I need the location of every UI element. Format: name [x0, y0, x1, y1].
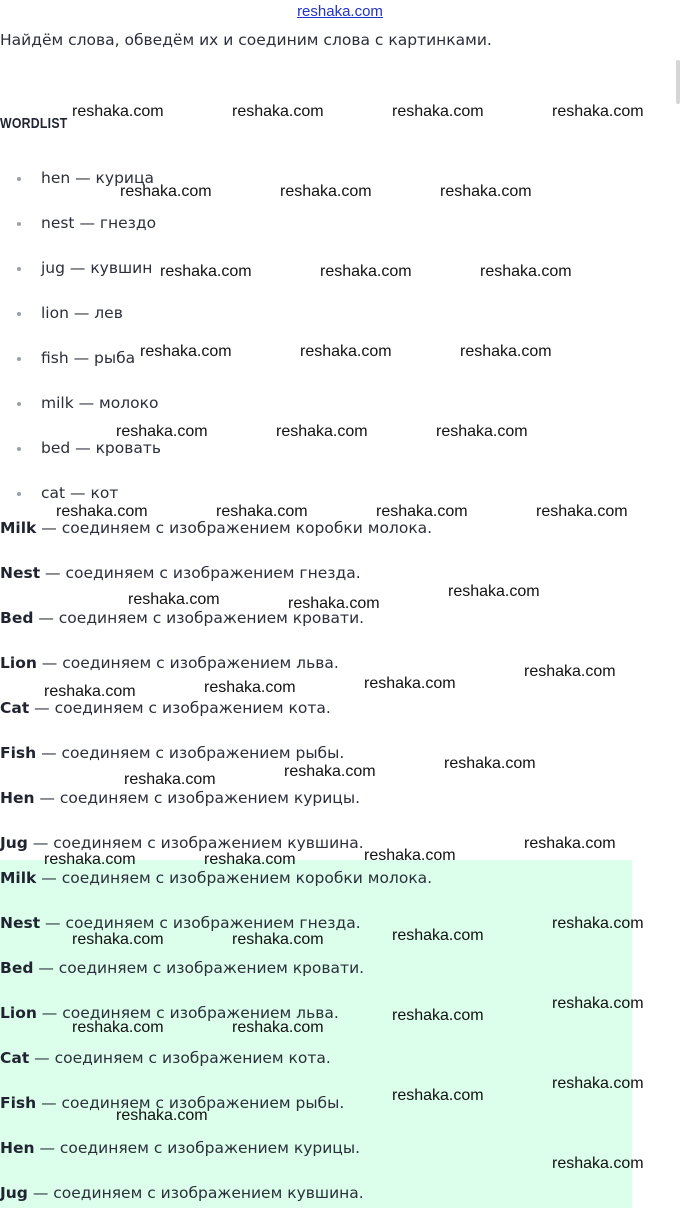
- watermark-text: reshaka.com: [216, 503, 308, 520]
- answer-text: — соединяем с изображением гнезда.: [40, 564, 361, 582]
- watermark-text: reshaka.com: [320, 263, 412, 280]
- wordlist-item: nest — гнездо: [0, 213, 161, 258]
- watermark-text: reshaka.com: [232, 1019, 324, 1036]
- answer-word: Milk: [0, 869, 37, 887]
- answer-text: — соединяем с изображением рыбы.: [36, 744, 345, 762]
- watermark-text: reshaka.com: [140, 343, 232, 360]
- answer-word: Fish: [0, 744, 37, 762]
- answer-row: [0, 743, 432, 788]
- answer-word: Lion: [0, 654, 37, 672]
- answer-row: [0, 518, 432, 563]
- watermark-text: reshaka.com: [300, 343, 392, 360]
- answer-text: — соединяем с изображением рыбы.: [36, 1094, 345, 1112]
- answer-text: — соединяем с изображением гнезда.: [40, 914, 361, 932]
- answer-row: [0, 1003, 432, 1048]
- wordlist-item: fish — рыба: [0, 348, 161, 393]
- watermark-text: reshaka.com: [552, 1075, 644, 1092]
- watermark-text: reshaka.com: [552, 103, 644, 120]
- answer-row: [0, 1048, 432, 1093]
- answer-text: — соединяем с изображением льва.: [36, 654, 339, 672]
- watermark-text: reshaka.com: [232, 103, 324, 120]
- answer-row: [0, 1138, 432, 1183]
- task-instruction: Найдём слова, обведём их и соединим слова с картинками.: [0, 31, 492, 49]
- answer-text: — соединяем с изображением кувшина.: [27, 834, 364, 852]
- watermark-text: reshaka.com: [232, 931, 324, 948]
- watermark-text: reshaka.com: [376, 503, 468, 520]
- wordlist-item: bed — кровать: [0, 438, 161, 483]
- wordlist-item: milk — молоко: [0, 393, 161, 438]
- site-link[interactable]: reshaka.com: [297, 3, 383, 20]
- watermark-text: reshaka.com: [72, 103, 164, 120]
- watermark-text: reshaka.com: [364, 847, 456, 864]
- watermark-text: reshaka.com: [524, 663, 616, 680]
- watermark-text: reshaka.com: [392, 103, 484, 120]
- answer-row: [0, 868, 432, 913]
- answer-text: — соединяем с изображением коробки молока.: [36, 869, 433, 887]
- watermark-text: reshaka.com: [444, 755, 536, 772]
- watermark-text: reshaka.com: [448, 583, 540, 600]
- watermark-text: reshaka.com: [124, 771, 216, 788]
- watermark-text: reshaka.com: [552, 1155, 644, 1172]
- watermark-text: reshaka.com: [120, 183, 212, 200]
- wordlist-item: hen — курица: [0, 168, 161, 213]
- watermark-text: reshaka.com: [204, 679, 296, 696]
- watermark-text: reshaka.com: [204, 851, 296, 868]
- watermark-text: reshaka.com: [128, 591, 220, 608]
- answer-row: [0, 698, 432, 743]
- answer-word: Fish: [0, 1094, 37, 1112]
- answer-text: — соединяем с изображением кровати.: [33, 959, 365, 977]
- answer-word: Hen: [0, 1139, 35, 1157]
- answer-word: Jug: [0, 834, 28, 852]
- wordlist: [0, 168, 161, 528]
- answer-text: — соединяем с изображением кровати.: [33, 609, 365, 627]
- answer-list-highlighted: [0, 868, 432, 1228]
- watermark-text: reshaka.com: [116, 1107, 208, 1124]
- watermark-text: reshaka.com: [116, 423, 208, 440]
- answer-word: Jug: [0, 1184, 28, 1202]
- wordlist-item: cat — кот: [0, 483, 161, 528]
- answer-word: Milk: [0, 519, 37, 537]
- answer-word: Nest: [0, 914, 41, 932]
- answer-row: [0, 563, 432, 608]
- answer-text: — соединяем с изображением кота.: [29, 699, 331, 717]
- answer-row: [0, 1093, 432, 1138]
- answer-word: Cat: [0, 1049, 30, 1067]
- watermark-text: reshaka.com: [44, 683, 136, 700]
- answer-row: [0, 653, 432, 698]
- watermark-text: reshaka.com: [524, 835, 616, 852]
- watermark-text: reshaka.com: [392, 927, 484, 944]
- watermark-text: reshaka.com: [276, 423, 368, 440]
- answer-list: [0, 518, 432, 878]
- answer-row: [0, 913, 432, 958]
- answer-row: [0, 1183, 432, 1228]
- watermark-text: reshaka.com: [280, 183, 372, 200]
- answer-row: [0, 958, 432, 1003]
- watermark-text: reshaka.com: [284, 763, 376, 780]
- answer-text: — соединяем с изображением кувшина.: [27, 1184, 364, 1202]
- answer-text: — соединяем с изображением курицы.: [34, 789, 361, 807]
- watermark-text: reshaka.com: [364, 675, 456, 692]
- answer-text: — соединяем с изображением курицы.: [34, 1139, 361, 1157]
- watermark-text: reshaka.com: [460, 343, 552, 360]
- watermark-text: reshaka.com: [552, 995, 644, 1012]
- watermark-text: reshaka.com: [160, 263, 252, 280]
- wordlist-heading: WORDLIST: [0, 115, 68, 132]
- watermark-text: reshaka.com: [536, 503, 628, 520]
- answer-word: Hen: [0, 789, 35, 807]
- watermark-text: reshaka.com: [44, 851, 136, 868]
- answer-word: Bed: [0, 609, 34, 627]
- answer-text: — соединяем с изображением коробки молока.: [36, 519, 433, 537]
- watermark-text: reshaka.com: [72, 1019, 164, 1036]
- wordlist-item: lion — лев: [0, 303, 161, 348]
- answer-word: Nest: [0, 564, 41, 582]
- watermark-text: reshaka.com: [392, 1007, 484, 1024]
- answer-text: — соединяем с изображением кота.: [29, 1049, 331, 1067]
- answer-row: [0, 608, 432, 653]
- answer-word: Cat: [0, 699, 30, 717]
- watermark-text: reshaka.com: [72, 931, 164, 948]
- watermark-text: reshaka.com: [56, 503, 148, 520]
- watermark-text: reshaka.com: [480, 263, 572, 280]
- watermark-text: reshaka.com: [288, 595, 380, 612]
- answer-word: Bed: [0, 959, 34, 977]
- watermark-text: reshaka.com: [392, 1087, 484, 1104]
- wordlist-item: jug — кувшин: [0, 258, 161, 303]
- watermark-text: reshaka.com: [552, 915, 644, 932]
- answer-text: — соединяем с изображением льва.: [36, 1004, 339, 1022]
- watermark-text: reshaka.com: [436, 423, 528, 440]
- scrollbar[interactable]: [676, 60, 680, 104]
- answer-word: Lion: [0, 1004, 37, 1022]
- answer-row: [0, 788, 432, 833]
- watermark-text: reshaka.com: [440, 183, 532, 200]
